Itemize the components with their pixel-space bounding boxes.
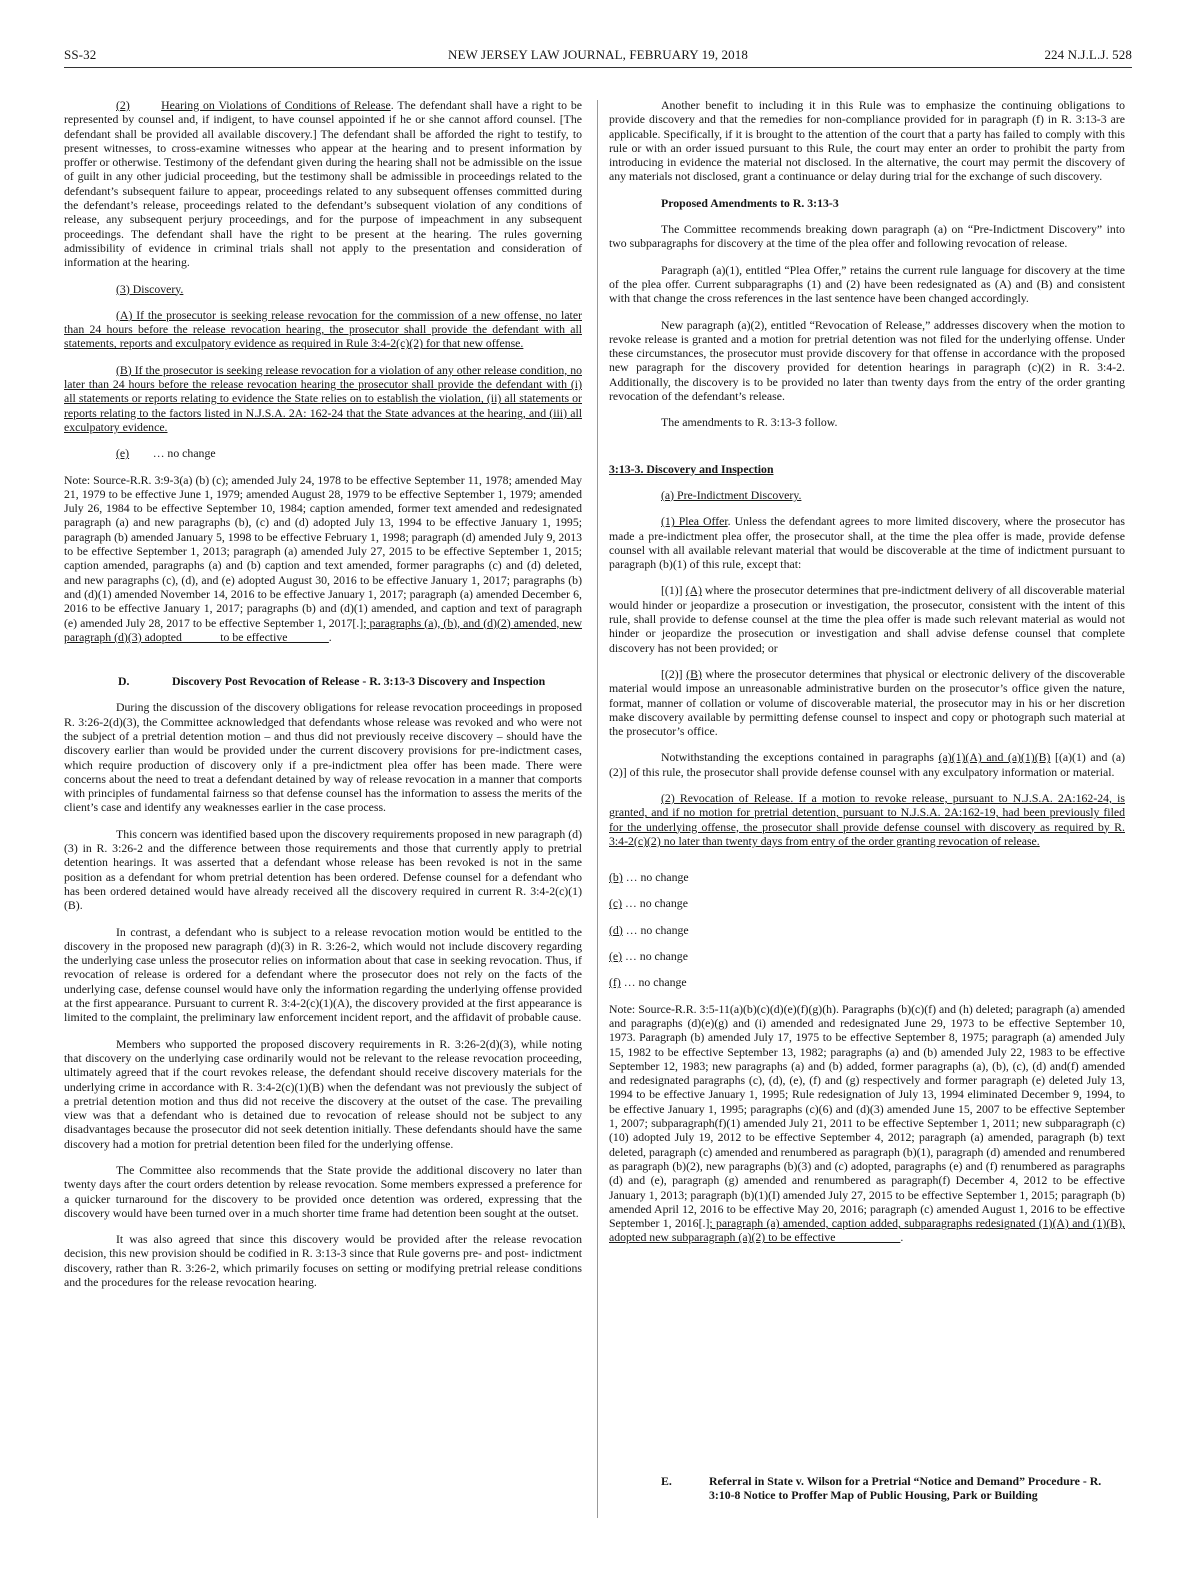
rule-source-note: Note: Source-R.R. 3:5-11(a)(b)(c)(d)(e)(f)(g)(h). Paragraphs (b)(c)(f) and (h) deleted; paragraph (a) amended and paragraphs (d)(e)(g) and (i) amended and redesignated June 29, 1973 to be effective September 10, 1973. Paragraph (b) amended July 17, 1975 to be effective September 8, 1975; paragraph (a) amended July 15, 1982 to be effective September 13, 1982; paragraphs (a) and (b) amended July 22, 1983 to be effective September 12, 1983; new paragraphs (a) and (b) added, former paragraphs (a), (b), (c), (d) and(f) amended and redesignated paragraphs (c), (d), (e), (f) and (g) respectively and former paragraph (e) deleted July 13, 1994 to be effective January 1, 1995; Rule redesignation of July 13, 1994 eliminated December 9, 1994, to be effective January 1, 1995; paragraphs (c)(6) and (d)(3) amended June 15, 2007 to be effective September 1, 2007; subparagraph(f)(1) amended July 21, 2011 to be effective September 1, 2011; new subparagraph (c)(10) adopted July 19, 2012 to be effective September 4, 2012; paragraph (a) amended, paragraph (b) text deleted, paragraph (c) amended and renumbered as paragraph (b)(1), paragraph (d) amended and renumbered as paragraph (b)(2), new paragraphs (b)(3) and (c) adopted, paragraphs (e) and (f) renumbered as paragraphs (d) and (e), paragraph (g) amended and renumbered as paragraph(f) December 4, 2012 to be effective January 1, 2013; paragraph (b)(1)(I) amended July 27, 2015 to be effective September 1, 2015; paragraph (b) amended April 12, 2016 to be effective May 20, 2016; paragraph (c) amended August 1, 2016 to be effective September 1, 2016[.]; paragraph (a) amended, caption added, subparagraphs redesignated (1)(A) and (1)(B), adopted new subparagraph (a)(2) to be effective___________. bbox=[609, 1001, 1125, 1245]
citation: 224 N.J.L.J. 528 bbox=[1044, 47, 1132, 62]
left-column bbox=[64, 98, 582, 1301]
paragraph-d6: It was also agreed that since this discovery would be provided after the release revocation decision, this new provision should be codified in R. 3:13-3 since that Rule governs pre- and post- indictment discovery, rather than R. 3:26-2, which primarily focuses on setting or modifying pretrial release conditions and the procedures for the release revocation hearing. bbox=[64, 1232, 582, 1290]
rule-a1-A: [(1)] (A) where the prosecutor determines that pre-indictment delivery of all discoverable material would hinder or jeopardize a prosecution or investigation, the prosecutor, consistent with the intent of this rule, shall provide to defense counsel at the time the plea offer is made such relevant material as would not hinder or jeopardize the prosecution or investigation and shall advise defense counsel that complete discovery has not been provided; or bbox=[609, 583, 1125, 655]
paragraph-d2: This concern was identified based upon the discovery requirements proposed in new paragraph (d)(3) in R. 3:26-2 and the difference between those requirements and those that currently apply to pretrial detention hearings. It was asserted that a defendant whose release has been revoked is not in the same position as a defendant for whom pretrial detention has been ordered. Defense counsel for a defendant who has been ordered detained would have already received all the discovery required in current R. 3:4-2(c)(1)(B). bbox=[64, 826, 582, 913]
running-header bbox=[64, 47, 1132, 67]
rule-a1-B: [(2)] (B) where the prosecutor determines that physical or electronic delivery of the discoverable material would impose an unreasonable administrative burden on the prosecutor’s office given the nature, format, manner of collation or volume of discoverable material, the prosecutor may in his or her discretion make discovery available by permitting defense counsel to inspect and copy or photograph such material at the prosecutor’s office. bbox=[609, 666, 1125, 739]
section-d-heading: D. Discovery Post Revocation of Release - R. 3:13-3 Discovery and Inspection bbox=[118, 674, 546, 689]
no-change-list bbox=[609, 870, 1125, 989]
source-note: Note: Source-R.R. 3:9-3(a) (b) (c); amended July 24, 1978 to be effective September 11, 1978; amended May 21, 1979 to be effective June 1, 1979; amended August 28, 1979 to be effective September 1, 1979; amended July 26, 1984 to be effective September 10, 1984; caption amended, former text amended and redesignated paragraph (a) and new paragraphs (b), (c) and (d) adopted July 13, 1994 to be effective January 1, 1995; paragraph (b) amended January 5, 1998 to be effective February 1, 1998; paragraph (d) amended July 9, 2013 to be effective September 1, 2013; paragraph (a) amended July 27, 2015 to be effective September 1, 2015; caption amended, paragraphs (a) and (b) caption and text amended, former paragraphs (c) and (d) deleted, and new paragraphs (c), (d), and (e) adopted August 30, 2016 to be effective January 1, 2017; paragraphs (b) and (d)(1) amended November 14, 2016 to be effective January 1, 2017; paragraph (a) amended December 6, 2016 to be effective January 1, 2017; paragraphs (b) and (d)(1) amended, and caption and text of paragraph (e) amended July 28, 2017 to be effective September 1, 2017[.]; paragraphs (a), (b), and (d)(2) amended, new paragraph (d)(3) adopted______ to be effective_______. bbox=[64, 472, 583, 644]
paragraph-a2-revocation-desc: New paragraph (a)(2), entitled “Revocation of Release,” addresses discovery when the motion to revoke release is granted and a motion for pretrial detention was not filed for the underlying offense. Under these circumstances, the prosecutor must provide discovery for that offense in accordance with the proposed new paragraph for the discovery provided for detention hearings in paragraph (c)(2) in R. 3:4-2. Additionally, the discovery is to be provided no later than twenty days from the entry of the order granting revocation of the defendant’s release. bbox=[609, 317, 1125, 404]
no-change-item: (f) … no change bbox=[609, 975, 687, 990]
right-column bbox=[609, 98, 1125, 1503]
rule-a2-revocation: (2) Revocation of Release. If a motion to revoke release, pursuant to N.J.S.A. 2A:162-24, is granted, and if no motion for pretrial detention, pursuant to N.J.S.A. 2A:162-19, had been previously filed for the underlying offense, the prosecutor shall provide defense counsel with discovery as required by R. 3:4-2(c)(2) no later than twenty days from entry of the order granting revocation of release. bbox=[609, 790, 1125, 848]
page-number: SS-32 bbox=[64, 47, 97, 62]
paragraph-a1-plea-offer-desc: Paragraph (a)(1), entitled “Plea Offer,” retains the current rule language for discovery at the time of the plea offer. Current subparagraphs (1) and (2) have been redesignated as (A) and (B) and consistent with that change the cross references in the last sentence have been changed accordingly. bbox=[609, 262, 1125, 306]
paragraph-d4: Members who supported the proposed discovery requirements in R. 3:26-2(d)(3), while noting that discovery on the underlying case ordinarily would not be relevant to the release revocation proceeding, ultimately agreed that if the court revokes release, the defendant should receive discovery materials for the underlying crime in accordance with R. 3:4-2(c)(1)(B) when the defendant was not previously the subject of a pretrial detention motion and thus did not receive the discovery at the outset of the case. The prevailing view was that a defendant who is detained due to revocation of release should not be subject to any disadvantages because the prosecutor did not seek detention initially. These defendants should have the same discovery had a motion for pretrial detention been filed for the underlying offense. bbox=[64, 1036, 582, 1151]
section-e-heading: E. Referral in State v. Wilson for a Pretrial “Notice and Demand” Procedure - R. 3:10-8 Notice to Proffer Map of Public Housing, Park or Building bbox=[661, 1474, 1102, 1503]
proposed-amendments-heading: Proposed Amendments to R. 3:13-3 bbox=[661, 195, 839, 210]
paragraph-d3: In contrast, a defendant who is subject to a release revocation motion would be entitled to the discovery in the proposed new paragraph (d)(3) in R. 3:26-2, which would not include discovery regarding the underlying case unless the prosecutor relies on information about that case in seeking revocation. Thus, if revocation of release is ordered for a defendant where the prosecutor does not rely on the facts of the underlying case, defense counsel would have only the information regarding the underlying offense provided at the first appearance. Pursuant to current R. 3:4-2(c)(1)(A), the discovery provided at the first appearance is limited to the complaint, the preliminary law enforcement incident report, and the affidavit of probable cause. bbox=[64, 924, 582, 1025]
paragraph-discovery-a: (A) If the prosecutor is seeking release revocation for the commission of a new offense, no later than 24 hours before the release revocation hearing, the prosecutor shall provide the defendant with all statements, reports and exculpatory evidence as required in Rule 3:4-2(c)(2) for that new offense. bbox=[64, 307, 582, 351]
no-change-item: (c) … no change bbox=[609, 896, 688, 911]
pre-indictment-discovery: (a) Pre-Indictment Discovery. bbox=[661, 487, 802, 502]
rule-notwithstanding: Notwithstanding the exceptions contained in paragraphs (a)(1)(A) and (a)(1)(B) [(a)(1) and (a)(2)] of this rule, the prosecutor shall provide defense counsel with any exculpatory information or material. bbox=[609, 750, 1125, 779]
paragraph-another-benefit: Another benefit to including it in this Rule was to emphasize the continuing obligations to provide discovery and that the remedies for non-compliance provided for in paragraph (f) in R. 3:13-3 are applicable. Specifically, if it is brought to the attention of the court that a party has failed to comply with this rule or with an order issued pursuant to this Rule, the court may enter an order to prohibit the party from introducing in evidence the material not disclosed. In the alternative, the court may permit the discovery of any materials not disclosed, grant a continuance or delay during trial for the exchange of such discovery. bbox=[609, 98, 1125, 184]
no-change-item: (b) … no change bbox=[609, 870, 689, 885]
rule-heading: 3:13-3. Discovery and Inspection bbox=[609, 461, 774, 476]
no-change-item: (e) … no change bbox=[609, 949, 688, 964]
paragraph-hearing-violations: (2) Hearing on Violations of Conditions of Release. The defendant shall have a right to be represented by counsel and, if indigent, to have counsel appointed if he or she cannot afford counsel. [The defendant shall be provided all available discovery.] The defendant shall be afforded the right to testify, to present witnesses, to cross-examine witnesses who appear at the hearing and to present information by proffer or otherwise. Testimony of the defendant given during the hearing shall not be admissible on the issue of guilt in any other judicial proceeding, but the testimony shall be admissible in proceedings related to the defendant’s subsequent failure to appear, proceedings related to any subsequent offenses committed during the defendant’s release, proceedings related to the defendant’s subsequent violation of any conditions of release, any subsequent perjury proceedings, and for the purpose of impeachment in any subsequent proceedings. The defendant shall have the right to be present at the hearing. The rules governing admissibility of evidence in criminal trials shall not apply to the presentation and consideration of information at the hearing. bbox=[64, 98, 583, 270]
paragraph-amendments-follow: The amendments to R. 3:13-3 follow. bbox=[661, 415, 838, 430]
publication-title: NEW JERSEY LAW JOURNAL, FEBRUARY 19, 2018 bbox=[448, 47, 748, 62]
paragraph-discovery-heading: (3) Discovery. bbox=[116, 281, 184, 296]
paragraph-e-no-change: (e) … no change bbox=[116, 446, 216, 461]
no-change-item: (d) … no change bbox=[609, 922, 689, 937]
paragraph-discovery-b: (B) If the prosecutor is seeking release revocation for a violation of any other release condition, no later than 24 hours before the release revocation hearing the prosecutor shall provide the defendant with (i) all statements or reports relating to evidence the State relies on to establish the violation, (ii) all statements or reports relating to the factors listed in N.J.S.A. 2A: 162-24 that the State advances at the hearing, and (iii) all exculpatory evidence. bbox=[64, 362, 582, 434]
header-rule bbox=[64, 67, 1132, 68]
paragraph-d5: The Committee also recommends that the State provide the additional discovery no later than twenty days after the court orders detention by release revocation. Some members expressed a preference for a quicker turnaround for the discovery to be provided once detention was ordered, expressing that the discovery would have been turned over in a much shorter time frame had detention been sought at the outset. bbox=[64, 1163, 582, 1220]
column-divider bbox=[597, 100, 598, 1518]
rule-a1-plea-offer: (1) Plea Offer. Unless the defendant agrees to more limited discovery, where the prosecutor has made a pre-indictment plea offer, the prosecutor shall, at the time the plea offer is made, provide defense counsel with all available relevant material that would be discoverable at the time of indictment pursuant to paragraph (b)(1) of this rule, except that: bbox=[609, 514, 1125, 572]
paragraph-committee-recommends: The Committee recommends breaking down paragraph (a) on “Pre-Indictment Discovery” into two subparagraphs for discovery at the time of the plea offer and following revocation of release. bbox=[609, 222, 1125, 251]
paragraph-d1: During the discussion of the discovery obligations for release revocation proceedings in proposed R. 3:26-2(d)(3), the Committee acknowledged that defendants whose release was revoked and who were not the subject of a pretrial detention motion – and thus did not previously receive discovery – should have the discovery earlier than would be provided under the current discovery provisions for pre-indictment cases, which require production of discovery only if a pre-indictment plea offer has been made. There were concerns about the need to treat a defendant detained by way of release revocation in a manner that comports with principles of fundamental fairness so that defense counsel has the information to assess the merits of the client’s case and identify any weaknesses earlier in the case process. bbox=[64, 700, 582, 815]
